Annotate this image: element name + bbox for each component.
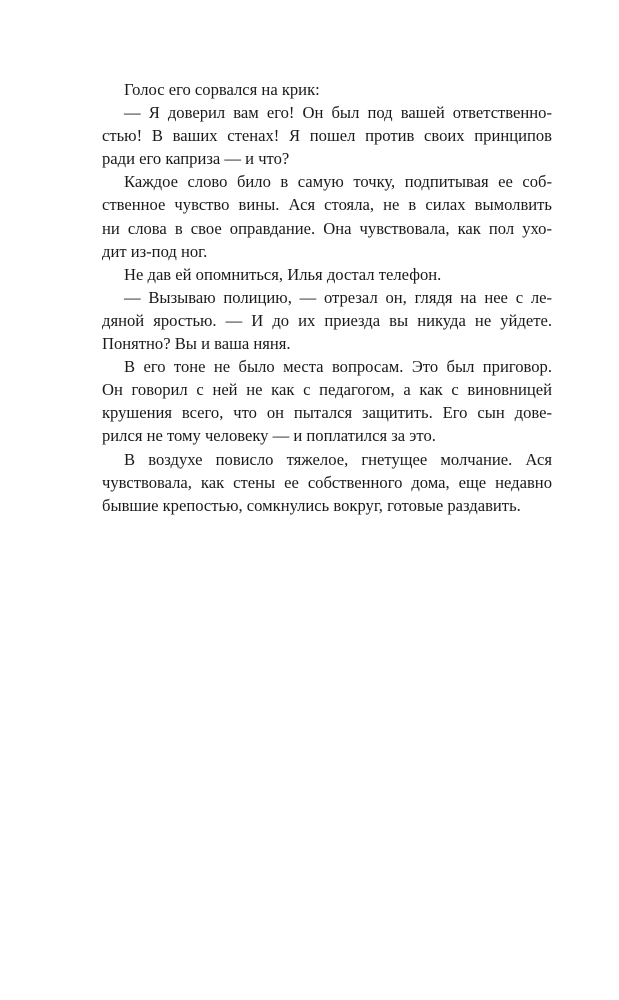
text-line: рился не тому человеку — и поплатился за это. [102,426,436,446]
paragraph [102,286,552,355]
paragraph [102,78,552,101]
paragraph [102,263,552,286]
text-line: Каждое слово било в самую точку, подпитывая ее соб- [124,172,552,192]
text-line: ради его каприза — и что? [102,149,290,169]
paragraph [102,101,552,170]
text-line: Понятно? Вы и ваша няня. [102,334,291,354]
text-line: Он говорил с ней не как с педагогом, а как с виновницей [102,380,552,400]
text-line: бывшие крепостью, сомкнулись вокруг, готовые раздавить. [102,495,521,515]
paragraph [102,448,552,517]
body-text [102,78,552,517]
text-line: чувствовала, как стены ее собственного дома, еще недавно [102,472,552,492]
text-line: В воздухе повисло тяжелое, гнетущее молчание. Ася [124,449,552,469]
paragraph [102,355,552,447]
text-line: — Вызываю полицию, — отрезал он, глядя на нее с ле- [124,287,552,307]
text-line: ственное чувство вины. Ася стояла, не в силах вымолвить [102,195,552,215]
text-line: дит из-под ног. [102,241,208,261]
text-line: дяной яростью. — И до их приезда вы никуда не уйдете. [102,310,552,330]
text-line: Голос его сорвался на крик: [124,80,320,99]
text-line: крушения всего, что он пытался защитить. Его сын дове- [102,403,552,423]
text-line: — Я доверил вам его! Он был под вашей ответственно- [124,103,552,123]
paragraph [102,170,552,262]
text-line: стью! В ваших стенах! Я пошел против своих принципов [102,126,552,146]
text-line: В его тоне не было места вопросам. Это был приговор. [124,357,552,377]
text-line: ни слова в свое оправдание. Она чувствовала, как пол ухо- [102,218,552,238]
text-line: Не дав ей опомниться, Илья достал телефон. [124,264,442,284]
